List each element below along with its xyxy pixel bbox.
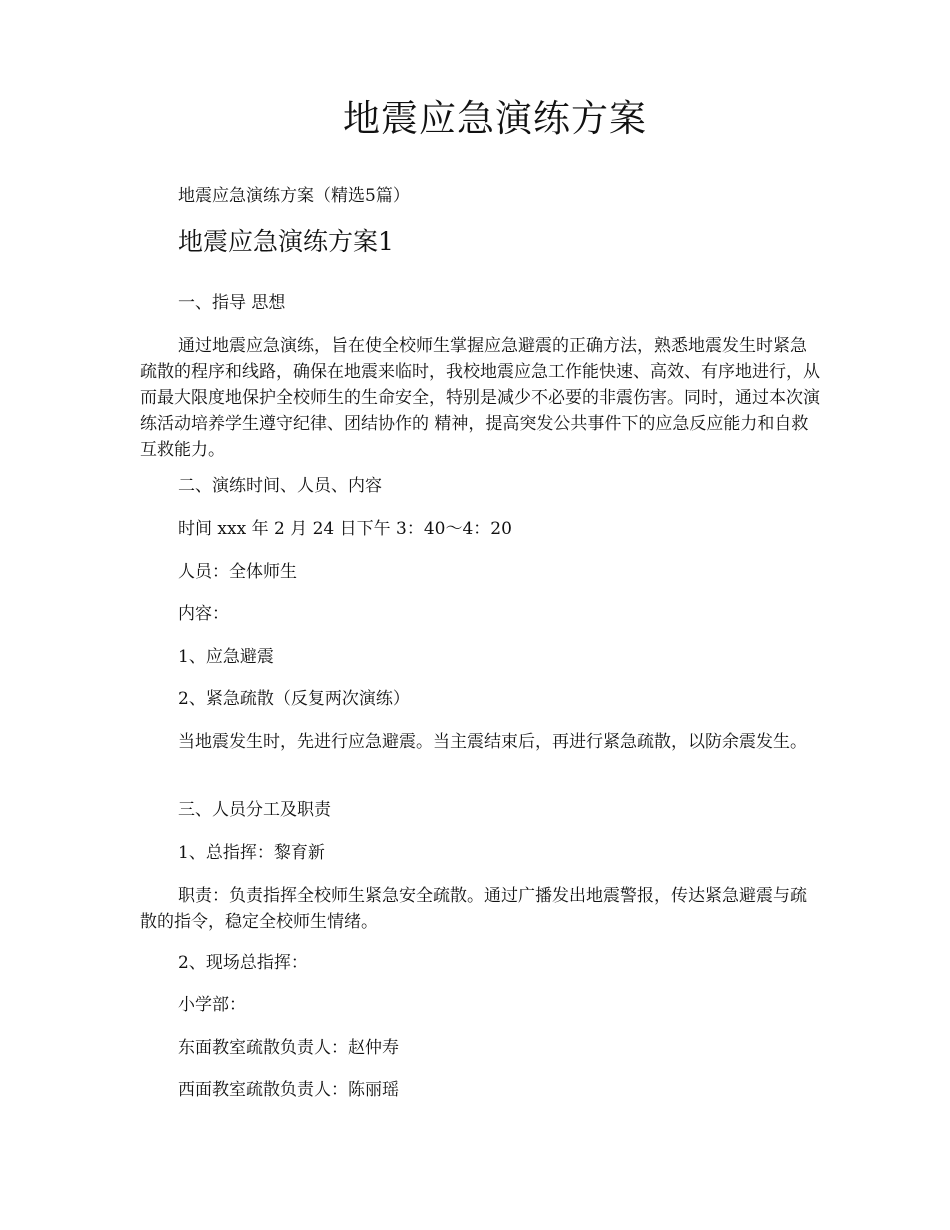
commander-duty-paragraph: 职责：负责指挥全校师生紧急安全疏散。通过广播发出地震警报，传达紧急避震与疏散的指令，稳定全校师生情绪。 [140, 886, 807, 932]
drill-content-item-2: 2、紧急疏散（反复两次演练） [178, 689, 410, 709]
document-title: 地震应急演练方案 [343, 97, 647, 140]
east-lead-line: 东面教室疏散负责人：赵仲寿 [178, 1038, 399, 1058]
drill-content-label: 内容： [178, 604, 229, 624]
primary-school-line: 小学部： [178, 995, 246, 1015]
commander-line: 1、总指挥：黎育新 [178, 843, 325, 863]
document-subtitle: 地震应急演练方案（精选5篇） [178, 186, 410, 206]
drill-content-item-1: 1、应急避震 [178, 647, 274, 667]
roles-heading: 三、人员分工及职责 [178, 800, 331, 820]
drill-note-paragraph: 当地震发生时，先进行应急避震。当主震结束后，再进行紧急疏散，以防余震发生。 [178, 732, 807, 752]
drill-time: 时间 xxx 年 2 月 24 日下午 3：40～4：20 [178, 519, 512, 539]
section-heading: 地震应急演练方案1 [178, 227, 394, 256]
drill-heading: 二、演练时间、人员、内容 [178, 476, 382, 496]
guiding-heading: 一、指导 思想 [178, 293, 286, 313]
west-lead-line: 西面教室疏散负责人：陈丽瑶 [178, 1080, 399, 1100]
guiding-paragraph: 通过地震应急演练，旨在使全校师生掌握应急避震的正确方法，熟悉地震发生时紧急疏散的程序和线路，确保在地震来临时，我校地震应急工作能快速、高效、有序地进行，从而最大限度地保护全校师生的生命安全，特别是减少不必要的非震伤害。同时，通过本次演练活动培养学生遵守纪律、团结协作的 精神，提高突发公共事件下的应急反应能力和自救互救能力。 [140, 336, 820, 460]
drill-people: 人员：全体师生 [178, 562, 297, 582]
site-commander-line: 2、现场总指挥： [178, 953, 308, 973]
